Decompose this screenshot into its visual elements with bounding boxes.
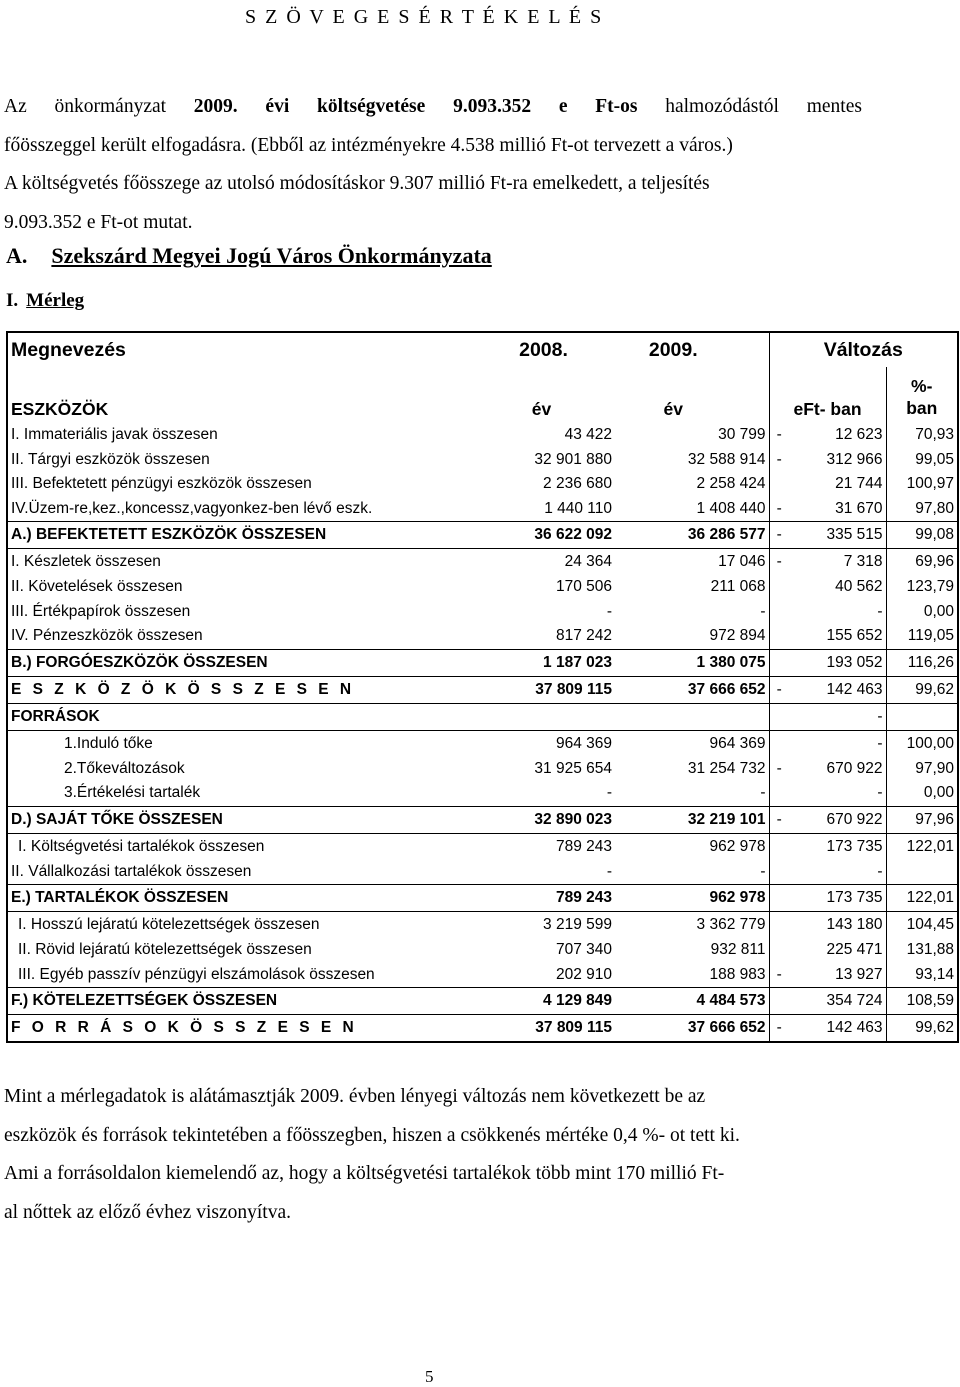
change-eft: 40 562 bbox=[835, 578, 883, 596]
value-2008: - bbox=[606, 862, 612, 880]
change-sign: - bbox=[769, 806, 789, 833]
conclusion-paragraph bbox=[4, 1078, 864, 1232]
change-percent: 0,00 bbox=[886, 781, 958, 806]
table-summary-row bbox=[7, 988, 958, 1015]
value-2008: 32 901 880 bbox=[534, 450, 612, 468]
change-eft: 155 652 bbox=[826, 627, 883, 645]
value-2008: 32 890 023 bbox=[505, 806, 615, 833]
table-summary-row bbox=[7, 885, 958, 912]
change-sign bbox=[769, 860, 789, 885]
intro-word: halmozódástól bbox=[665, 96, 779, 117]
change-eft: 21 744 bbox=[835, 475, 883, 493]
value-2009: 36 286 577 bbox=[615, 522, 769, 549]
header-percent bbox=[886, 367, 958, 423]
table-row bbox=[7, 624, 958, 649]
change-percent: 108,59 bbox=[886, 988, 958, 1015]
value-2008: 789 243 bbox=[505, 885, 615, 912]
change-eft: 142 463 bbox=[789, 1015, 886, 1043]
change-eft: 193 052 bbox=[789, 649, 886, 676]
header-assets: ESZKÖZÖK bbox=[11, 399, 109, 419]
change-sign bbox=[769, 624, 789, 649]
row-label: F.) KÖTELEZETTSÉGEK ÖSSZESEN bbox=[7, 988, 505, 1015]
conclusion-line-4: al nőttek az előző évhez viszonyítva. bbox=[4, 1201, 291, 1223]
change-eft: - bbox=[789, 730, 886, 757]
value-2009: 3 362 779 bbox=[615, 912, 769, 939]
value-2009: 30 799 bbox=[718, 426, 766, 444]
change-eft: 354 724 bbox=[789, 988, 886, 1015]
change-percent: 69,96 bbox=[886, 549, 958, 576]
change-sign bbox=[769, 912, 789, 939]
value-2008: 964 369 bbox=[505, 730, 615, 757]
row-label: III. Értékpapírok összesen bbox=[11, 602, 191, 620]
value-2008: 4 129 849 bbox=[505, 988, 615, 1015]
row-label: I. Költségvetési tartalékok összesen bbox=[7, 833, 505, 860]
change-sign: - bbox=[769, 549, 789, 576]
table-subheader-row bbox=[7, 367, 958, 423]
row-label: E.) TARTALÉKOK ÖSSZESEN bbox=[7, 885, 505, 912]
intro-word: évi bbox=[265, 96, 290, 117]
change-sign bbox=[769, 703, 789, 730]
value-2008: - bbox=[606, 602, 612, 620]
change-percent bbox=[886, 703, 958, 730]
change-percent: 97,96 bbox=[886, 806, 958, 833]
table-summary-row bbox=[7, 676, 958, 703]
row-label: III. Egyéb passzív pénzügyi elszámolások összesen bbox=[18, 965, 375, 983]
change-eft: - bbox=[877, 784, 883, 802]
change-percent: 122,01 bbox=[886, 885, 958, 912]
change-percent: 97,80 bbox=[886, 497, 958, 522]
value-2009: 2 258 424 bbox=[696, 475, 766, 493]
change-eft: 12 623 bbox=[835, 426, 883, 444]
change-eft: 225 471 bbox=[826, 941, 883, 959]
change-sign bbox=[769, 575, 789, 600]
header-unit-2009: év bbox=[663, 399, 683, 419]
row-label: IV. Pénzeszközök összesen bbox=[11, 627, 203, 645]
intro-line-4: 9.093.352 e Ft-ot mutat. bbox=[4, 211, 193, 233]
change-percent: 0,00 bbox=[886, 600, 958, 625]
change-sign bbox=[769, 885, 789, 912]
table-row bbox=[7, 497, 958, 522]
change-sign: - bbox=[769, 963, 789, 988]
header-year-2009: 2009. bbox=[648, 339, 698, 361]
header-year-2008: 2008. bbox=[519, 339, 568, 361]
table-body bbox=[7, 423, 958, 1042]
change-sign: - bbox=[769, 497, 789, 522]
value-2009: - bbox=[760, 862, 766, 880]
change-eft: 670 922 bbox=[789, 806, 886, 833]
change-eft: 335 515 bbox=[789, 522, 886, 549]
change-sign bbox=[769, 833, 789, 860]
value-2008: 3 219 599 bbox=[505, 912, 615, 939]
table-row bbox=[7, 730, 958, 757]
change-percent: 97,90 bbox=[886, 757, 958, 782]
table-row bbox=[7, 448, 958, 473]
table-summary-row bbox=[7, 806, 958, 833]
document-title: S Z Ö V E G E S É R T É K E L É S bbox=[245, 6, 604, 28]
row-label: II. Rövid lejáratú kötelezettségek összesen bbox=[18, 941, 312, 959]
change-percent: 70,93 bbox=[886, 423, 958, 448]
table-row bbox=[7, 781, 958, 806]
value-2008: 31 925 654 bbox=[534, 759, 612, 777]
change-eft: 173 735 bbox=[789, 833, 886, 860]
change-eft: 173 735 bbox=[789, 885, 886, 912]
change-sign bbox=[769, 649, 789, 676]
change-eft: 143 180 bbox=[789, 912, 886, 939]
table-row bbox=[7, 757, 958, 782]
value-2008: 43 422 bbox=[564, 426, 612, 444]
row-label: 1.Induló tőke bbox=[7, 730, 505, 757]
conclusion-line-2: eszközök és források tekintetében a főösszegben, hiszen a csökkenés mértéke 0,4 %- ot tett ki. bbox=[4, 1124, 740, 1146]
table-row bbox=[7, 600, 958, 625]
row-label: B.) FORGÓESZKÖZÖK ÖSSZESEN bbox=[7, 649, 505, 676]
table-summary-row bbox=[7, 522, 958, 549]
value-2009: 964 369 bbox=[615, 730, 769, 757]
intro-line-2: főösszeggel került elfogadásra. (Ebből az intézményekre 4.538 millió Ft-ot tervezett a város.) bbox=[4, 134, 733, 156]
intro-word: 2009. bbox=[193, 96, 238, 117]
section-letter: A. bbox=[6, 243, 28, 268]
change-eft: 142 463 bbox=[789, 676, 886, 703]
value-2009: 32 219 101 bbox=[615, 806, 769, 833]
header-percent-bottom: ban bbox=[906, 398, 938, 418]
change-sign bbox=[769, 600, 789, 625]
change-percent: 99,08 bbox=[886, 522, 958, 549]
row-label: F O R R Á S O K Ö S S Z E S E N bbox=[7, 1015, 505, 1043]
row-label: E S Z K Ö Z Ö K Ö S S Z E S E N bbox=[7, 676, 505, 703]
change-percent: 122,01 bbox=[886, 833, 958, 860]
row-label: FORRÁSOK bbox=[7, 703, 505, 730]
intro-word: mentes bbox=[806, 96, 862, 117]
subsection-number: I. bbox=[6, 290, 19, 311]
row-label: IV.Üzem-re,kez.,koncessz,vagyonkez-ben lévő eszk. bbox=[11, 499, 373, 517]
value-2008: - bbox=[606, 784, 612, 802]
value-2009: 188 983 bbox=[709, 965, 766, 983]
section-name: Szekszárd Megyei Jogú Város Önkormányzata bbox=[51, 243, 492, 268]
change-eft: - bbox=[877, 602, 883, 620]
table-row bbox=[7, 938, 958, 963]
value-2009: 4 484 573 bbox=[615, 988, 769, 1015]
row-label: I. Készletek összesen bbox=[7, 549, 505, 576]
value-2008: 817 242 bbox=[555, 627, 612, 645]
value-2008: 37 809 115 bbox=[505, 1015, 615, 1043]
value-2008: 36 622 092 bbox=[505, 522, 615, 549]
intro-word: költségvetése bbox=[317, 96, 426, 117]
change-eft: 670 922 bbox=[826, 759, 883, 777]
change-percent: 99,62 bbox=[886, 1015, 958, 1043]
value-2008: 170 506 bbox=[555, 578, 612, 596]
row-label: I. Hosszú lejáratú kötelezettségek összesen bbox=[7, 912, 505, 939]
table-row bbox=[7, 860, 958, 885]
value-2008: 2 236 680 bbox=[543, 475, 612, 493]
value-2009: 211 068 bbox=[710, 578, 766, 596]
change-sign: - bbox=[769, 522, 789, 549]
change-percent: 100,97 bbox=[886, 472, 958, 497]
row-label: 2.Tőkeváltozások bbox=[64, 759, 185, 777]
value-2008: 1 187 023 bbox=[505, 649, 615, 676]
change-percent: 100,00 bbox=[886, 730, 958, 757]
change-percent: 123,79 bbox=[886, 575, 958, 600]
value-2009: 1 380 075 bbox=[615, 649, 769, 676]
change-percent: 104,45 bbox=[886, 912, 958, 939]
value-2008: 24 364 bbox=[505, 549, 615, 576]
change-eft: - bbox=[877, 862, 883, 880]
header-change: Változás bbox=[769, 332, 958, 367]
section-heading-a bbox=[6, 243, 492, 269]
change-percent: 131,88 bbox=[886, 938, 958, 963]
conclusion-line-1: Mint a mérlegadatok is alátámasztják 2009. évben lényegi változás nem következett be az bbox=[4, 1086, 706, 1107]
row-label: I. Immateriális javak összesen bbox=[11, 426, 218, 444]
value-2008 bbox=[505, 703, 615, 730]
subsection-heading bbox=[6, 290, 84, 312]
value-2009: 37 666 652 bbox=[615, 1015, 769, 1043]
balance-sheet-table bbox=[6, 331, 959, 1043]
value-2009 bbox=[615, 703, 769, 730]
value-2008: 202 910 bbox=[555, 965, 612, 983]
table-summary-row bbox=[7, 703, 958, 730]
intro-paragraph bbox=[4, 88, 862, 242]
change-sign bbox=[769, 472, 789, 497]
table-summary-row bbox=[7, 649, 958, 676]
value-2008: 1 440 110 bbox=[544, 499, 612, 517]
intro-word: Az bbox=[4, 96, 27, 117]
value-2009: - bbox=[760, 602, 766, 620]
change-sign: - bbox=[769, 423, 789, 448]
value-2009: 1 408 440 bbox=[696, 499, 766, 517]
subsection-name: Mérleg bbox=[26, 290, 85, 311]
table-row bbox=[7, 912, 958, 939]
row-label: II. Tárgyi eszközök összesen bbox=[11, 450, 210, 468]
intro-line-1 bbox=[4, 88, 862, 127]
value-2009: 962 978 bbox=[615, 885, 769, 912]
change-sign: - bbox=[769, 1015, 789, 1043]
row-label: 3.Értékelési tartalék bbox=[64, 784, 201, 802]
row-label: II. Vállalkozási tartalékok összesen bbox=[11, 862, 252, 880]
intro-line-3: A költségvetés főösszege az utolsó módosításkor 9.307 millió Ft-ra emelkedett, a teljesítés bbox=[4, 173, 710, 194]
change-percent: 119,05 bbox=[886, 624, 958, 649]
header-label: Megnevezés bbox=[11, 339, 126, 361]
change-eft: 312 966 bbox=[826, 450, 883, 468]
change-percent bbox=[886, 860, 958, 885]
change-percent: 116,26 bbox=[886, 649, 958, 676]
table-row bbox=[7, 472, 958, 497]
change-eft: - bbox=[789, 703, 886, 730]
intro-word: e bbox=[558, 96, 568, 117]
header-unit-2008: év bbox=[531, 399, 552, 419]
change-eft: 13 927 bbox=[835, 965, 883, 983]
intro-word: Ft-os bbox=[595, 96, 638, 117]
table-row bbox=[7, 549, 958, 576]
change-sign: - bbox=[769, 757, 789, 782]
header-eft: eFt- ban bbox=[769, 367, 886, 423]
change-sign bbox=[769, 988, 789, 1015]
value-2009: 932 811 bbox=[710, 941, 766, 959]
row-label: II. Követelések összesen bbox=[11, 578, 183, 596]
value-2008: 707 340 bbox=[555, 941, 612, 959]
change-percent: 93,14 bbox=[886, 963, 958, 988]
value-2009: 37 666 652 bbox=[615, 676, 769, 703]
value-2009: 17 046 bbox=[615, 549, 769, 576]
table-row bbox=[7, 963, 958, 988]
table-row bbox=[7, 575, 958, 600]
value-2009: 31 254 732 bbox=[687, 759, 766, 777]
value-2008: 789 243 bbox=[505, 833, 615, 860]
row-label: A.) BEFEKTETETT ESZKÖZÖK ÖSSZESEN bbox=[7, 522, 505, 549]
change-sign: - bbox=[769, 676, 789, 703]
change-sign bbox=[769, 730, 789, 757]
table-row bbox=[7, 833, 958, 860]
conclusion-line-3: Ami a forrásoldalon kiemelendő az, hogy a költségvetési tartalékok több mint 170 millió Ft- bbox=[4, 1163, 725, 1184]
change-eft: 31 670 bbox=[835, 499, 883, 517]
value-2009: 972 894 bbox=[709, 627, 766, 645]
row-label: D.) SAJÁT TŐKE ÖSSZESEN bbox=[7, 806, 505, 833]
value-2009: 962 978 bbox=[615, 833, 769, 860]
table-summary-row bbox=[7, 1015, 958, 1043]
change-sign bbox=[769, 781, 789, 806]
change-sign bbox=[769, 938, 789, 963]
table-header-row bbox=[7, 332, 958, 367]
page-number: 5 bbox=[425, 1367, 434, 1386]
value-2008: 37 809 115 bbox=[505, 676, 615, 703]
intro-word: önkormányzat bbox=[54, 96, 167, 117]
value-2009: - bbox=[760, 784, 766, 802]
row-label: III. Befektetett pénzügyi eszközök összesen bbox=[11, 475, 312, 493]
change-sign: - bbox=[769, 448, 789, 473]
change-percent: 99,62 bbox=[886, 676, 958, 703]
change-eft: 7 318 bbox=[789, 549, 886, 576]
value-2009: 32 588 914 bbox=[687, 450, 766, 468]
table-row bbox=[7, 423, 958, 448]
intro-word: 9.093.352 bbox=[453, 96, 532, 117]
header-percent-top: %- bbox=[911, 376, 933, 396]
change-percent: 99,05 bbox=[886, 448, 958, 473]
